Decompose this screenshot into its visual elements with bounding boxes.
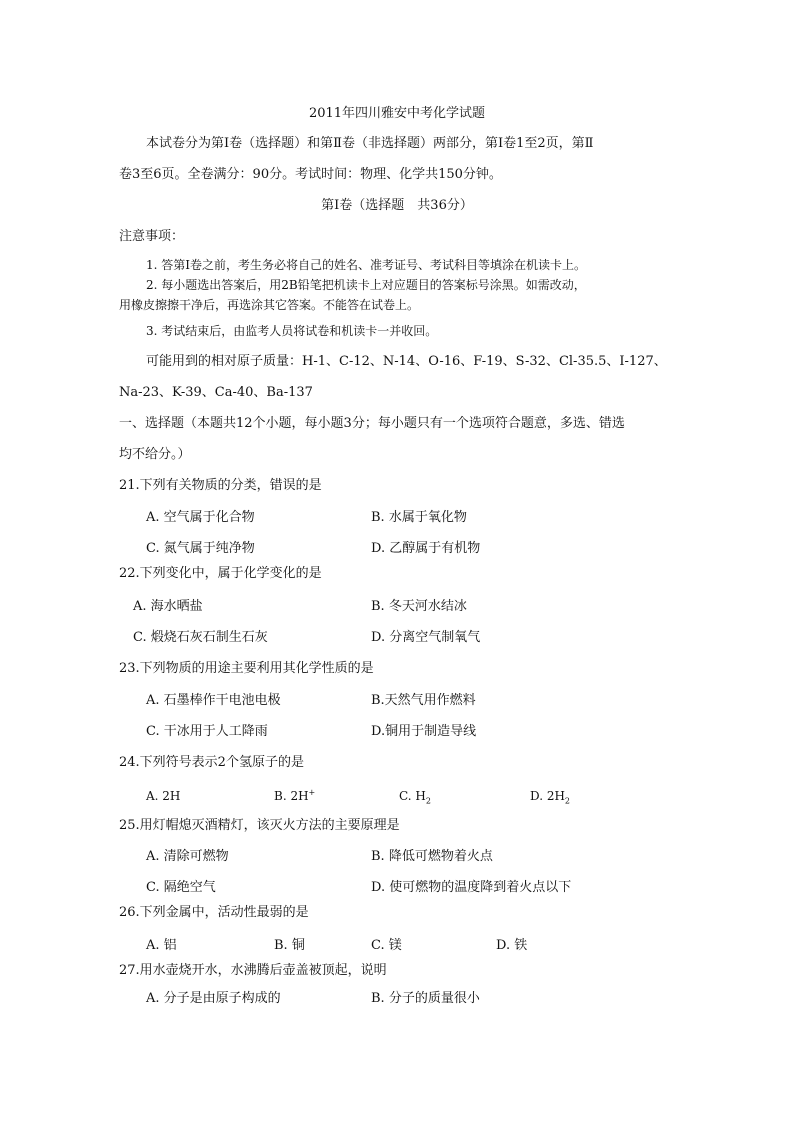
atomic-masses-line-1: 可能用到的相对原子质量：H-1、C-12、N-14、O-16、F-19、S-32、Cl-35.5、I-127、: [146, 354, 667, 369]
question-24-stem: 24.下列符号表示2个氢原子的是: [119, 755, 304, 770]
question-22-option-b: B. 冬天河水结冰: [371, 599, 467, 614]
question-27-option-b: B. 分子的质量很小: [371, 991, 480, 1006]
question-26-option-a: A. 铝: [146, 938, 177, 953]
question-22-stem: 22.下列变化中，属于化学变化的是: [119, 566, 322, 581]
question-21-stem: 21.下列有关物质的分类，错误的是: [119, 478, 322, 493]
question-23-option-b: B.天然气用作燃料: [371, 693, 476, 708]
part1-instruction-1: 一、选择题（本题共12个小题，每小题3分；每小题只有一个选项符合题意，多选、错选: [119, 416, 625, 431]
question-24-option-c: [399, 788, 431, 804]
question-25-stem: 25.用灯帽熄灭酒精灯，该灭火方法的主要原理是: [119, 818, 400, 833]
question-22-option-c: C. 煅烧石灰石制生石灰: [133, 630, 268, 645]
question-22-option-d: D. 分离空气制氧气: [371, 630, 481, 645]
question-22-option-a: A. 海水晒盐: [133, 599, 203, 614]
question-26-stem: 26.下列金属中，活动性最弱的是: [119, 905, 309, 920]
note-2: 2. 每小题选出答案后，用2B铅笔把机读卡上对应题目的答案标号涂黑。如需改动，: [146, 278, 586, 292]
intro-line-2: 卷3至6页。全卷满分：90分。考试时间：物理、化学共150分钟。: [119, 167, 502, 182]
question-23-option-c: C. 干冰用于人工降雨: [146, 724, 268, 739]
question-24-option-c-text: C. H: [399, 789, 426, 803]
superscript-charge: +: [308, 788, 316, 797]
question-21-option-b: B. 水属于氧化物: [371, 510, 467, 525]
question-21-option-d: D. 乙醇属于有机物: [371, 541, 481, 556]
question-24-option-b: [274, 788, 315, 804]
question-26-option-c: C. 镁: [371, 938, 402, 953]
atomic-masses-line-2: Na-23、K-39、Ca-40、Ba-137: [119, 385, 313, 400]
question-27-stem: 27.用水壶烧开水，水沸腾后壶盖被顶起，说明: [119, 963, 387, 978]
part1-instruction-2: 均不给分。）: [119, 447, 191, 462]
question-23-option-a: A. 石墨棒作干电池电极: [146, 693, 281, 708]
question-21-option-c: C. 氮气属于纯净物: [146, 541, 255, 556]
subscript-count: 2: [564, 796, 571, 806]
question-25-option-c: C. 隔绝空气: [146, 880, 216, 895]
question-27-option-a: A. 分子是由原子构成的: [146, 991, 281, 1006]
question-25-option-b: B. 降低可燃物着火点: [371, 849, 493, 864]
question-26-option-b: B. 铜: [274, 938, 305, 953]
question-25-option-a: A. 清除可燃物: [146, 849, 229, 864]
question-21-option-a: A. 空气属于化合物: [146, 510, 255, 525]
note-2-cont: 用橡皮擦擦干净后，再选涂其它答案。不能答在试卷上。: [119, 298, 420, 312]
section-title: 第Ⅰ卷（选择题 共36分）: [321, 198, 473, 213]
notes-heading: 注意事项：: [119, 229, 185, 244]
subscript-count: 2: [425, 796, 431, 806]
note-1: 1. 答第Ⅰ卷之前，考生务必将自己的姓名、准考证号、考试科目等填涂在机读卡上。: [146, 258, 587, 272]
note-3: 3. 考试结束后，由监考人员将试卷和机读卡一并收回。: [146, 324, 438, 338]
exam-title: 2011年四川雅安中考化学试题: [308, 106, 486, 121]
question-24-option-a: A. 2H: [146, 789, 181, 803]
intro-line-1: 本试卷分为第Ⅰ卷（选择题）和第Ⅱ卷（非选择题）两部分，第Ⅰ卷1至2页，第Ⅱ: [146, 136, 594, 151]
question-24-option-d: [530, 788, 570, 804]
question-23-stem: 23.下列物质的用途主要利用其化学性质的是: [119, 661, 374, 676]
question-23-option-d: D.铜用于制造导线: [371, 724, 477, 739]
question-24-option-d-text: D. 2H: [530, 789, 565, 803]
question-24-option-b-text: B. 2H: [274, 789, 309, 803]
question-25-option-d: D. 使可燃物的温度降到着火点以下: [371, 880, 572, 895]
question-26-option-d: D. 铁: [496, 938, 528, 953]
